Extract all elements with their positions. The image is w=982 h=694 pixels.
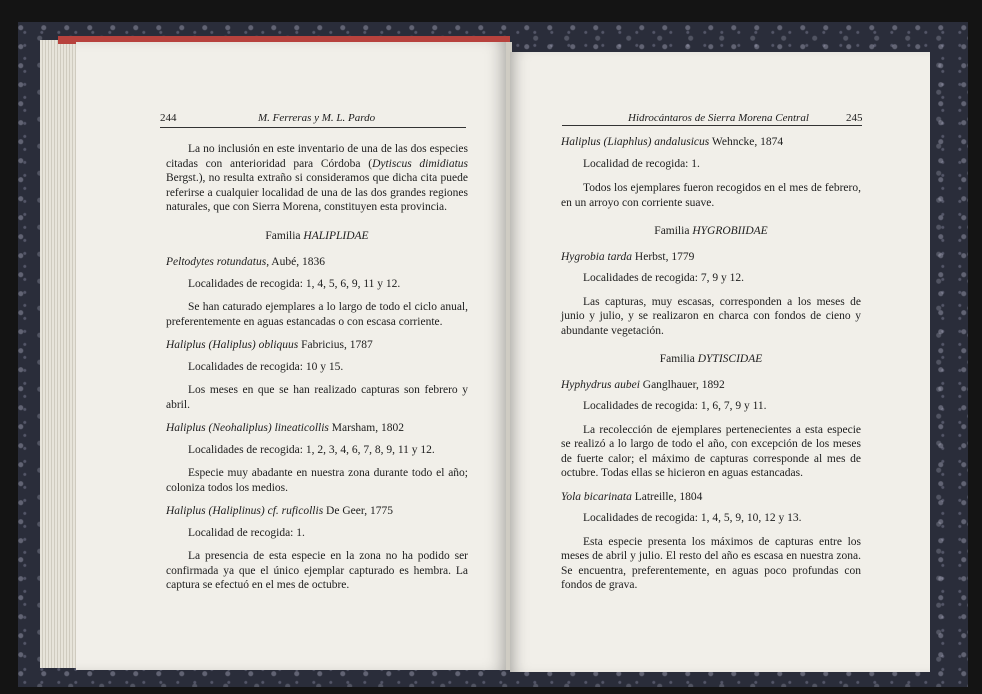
species-note: Las capturas, muy escasas, corresponden a los meses de junio y julio, y se realizaron en charca con fondos de cieno y abundante vegetación. (561, 295, 861, 337)
right-header-rule (562, 125, 862, 126)
left-header-rule (160, 127, 466, 128)
locality-line: Localidades de recogida: 7, 9 y 12. (583, 272, 744, 284)
family-heading-dytiscidae: Familia DYTISCIDAE (659, 353, 763, 365)
species-note: La presencia de esta especie en la zona no ha podido ser confirmada ya que el único ejemplar capturado es hembra. La captura se efectuó en el mes de octubre. (166, 550, 468, 591)
right-text-column (561, 135, 861, 593)
left-text-column (166, 142, 468, 593)
family-heading-haliplidae: Familia HALIPLIDAE (265, 229, 369, 242)
species-heading: Haliplus (Haliplus) obliquus Fabricius, 1787 (166, 339, 373, 351)
locality-line: Localidades de recogida: 10 y 15. (188, 360, 344, 373)
species-heading: Hygrobia tarda Herbst, 1779 (561, 250, 695, 263)
species-note: Se han caturado ejemplares a lo largo de todo el ciclo anual, preferentemente en aguas estancadas o con escasa corriente. (166, 301, 468, 328)
locality-line: Localidades de recogida: 1, 4, 5, 9, 10, 12 y 13. (583, 512, 802, 524)
locality-line: Localidades de recogida: 1, 6, 7, 9 y 11. (583, 400, 767, 412)
species-heading: Yola bicarinata Latreille, 1804 (561, 490, 703, 503)
species-heading: Haliplus (Haliplinus) cf. ruficollis De Geer, 1775 (166, 505, 393, 517)
locality-line: Localidades de recogida: 1, 2, 3, 4, 6, 7, 8, 9, 11 y 12. (188, 443, 435, 456)
right-page-number: 245 (846, 112, 863, 124)
locality-line: Localidad de recogida: 1. (583, 157, 700, 170)
species-note: Los meses en que se han realizado capturas son febrero y abril. (166, 384, 468, 411)
species-heading: Haliplus (Liaphlus) andalusicus Wehncke, 1874 (561, 136, 784, 148)
species-heading: Haliplus (Neohaliplus) lineaticollis Marsham, 1802 (166, 422, 404, 434)
locality-line: Localidades de recogida: 1, 4, 5, 6, 9, 11 y 12. (188, 277, 401, 290)
species-note: La recolección de ejemplares pertenecientes a esta especie se realizó a lo largo de todo el año, con excepción de los meses de fuerte calor; el máximo de capturas corresponde al mes de octubre. Todas ellas se hicieron en aguas estancadas. (561, 423, 861, 479)
species-heading: Peltodytes rotundatus, Aubé, 1836 (166, 256, 325, 268)
family-heading-hygrobiidae: Familia HYGROBIIDAE (654, 225, 768, 237)
locality-line: Localidad de recogida: 1. (188, 526, 305, 539)
left-running-head: M. Ferreras y M. L. Pardo (258, 112, 376, 124)
left-page-number: 244 (160, 112, 177, 124)
species-note: Todos los ejemplares fueron recogidos en el mes de febrero, en un arroyo con corriente suave. (561, 182, 861, 209)
intro-paragraph: La no inclusión en este inventario de una de las dos especies citadas con anterioridad para Córdoba (Dytiscus dimidiatus Bergst.), no resulta extraño si consideramos que dicha cita puede referirse a cualquier localidad de una de las dos grandes regiones naturales, que con Sierra Morena, constituyen esta provincia. (166, 143, 468, 213)
right-running-head: Hidrocántaros de Sierra Morena Central (628, 112, 809, 124)
species-heading: Hyphydrus aubei Ganglhauer, 1892 (561, 378, 725, 391)
page-stack-edge (40, 40, 80, 668)
species-note: Especie muy abadante en nuestra zona durante todo el año; coloniza todos los medios. (166, 467, 468, 494)
species-note: Esta especie presenta los máximos de capturas entre los meses de abril y julio. El resto del año es escasa en nuestra zona. Se encuentra, preferentemente, en aguas poco profundas con fondos de grava. (561, 535, 861, 591)
